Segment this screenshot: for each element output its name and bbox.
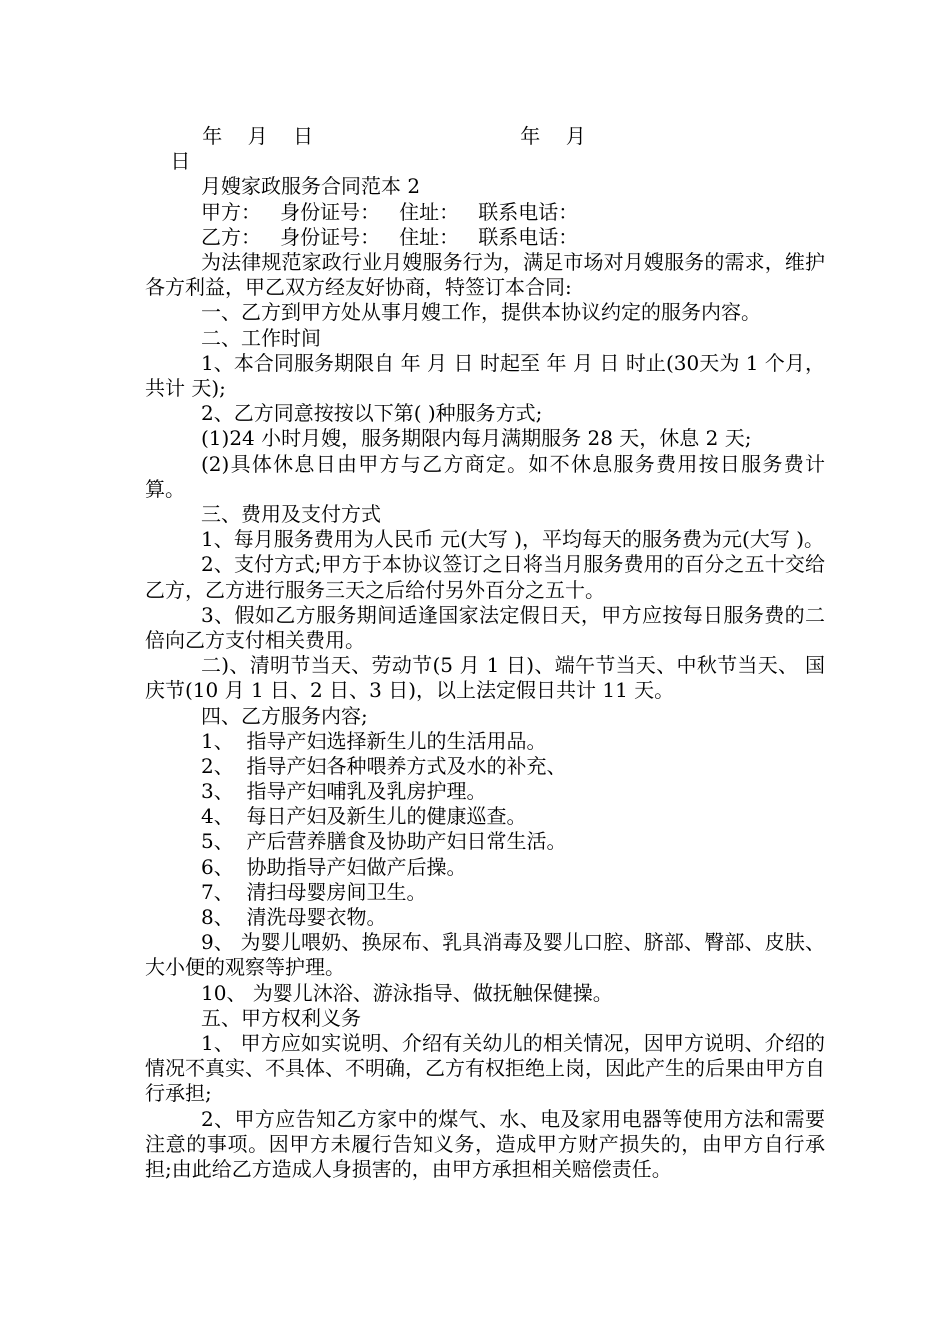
contract-paragraph: 三、费用及支付方式 xyxy=(201,501,381,526)
contract-paragraph: (2)具体休息日由甲方与乙方商定。如不休息服务费用按日服务费计算。 xyxy=(145,451,825,501)
contract-paragraph: 四、乙方服务内容; xyxy=(201,703,368,728)
party-b-line: 乙方： 身份证号： 住址： 联系电话： xyxy=(201,224,579,249)
contract-paragraph: 1、 指导产妇选择新生儿的生活用品。 xyxy=(201,728,547,753)
contract-paragraph: 五、甲方权利义务 xyxy=(201,1005,361,1030)
signature-date-row xyxy=(145,124,825,149)
contract-paragraph: 3、 指导产妇哺乳及乳房护理。 xyxy=(201,779,487,804)
contract-paragraph: 5、 产后营养膳食及协助产妇日常生活。 xyxy=(201,829,567,854)
contract-paragraph: 1、本合同服务期限自 年 月 日 时起至 年 月 日 时止(30天为 1 个月，共计 天); xyxy=(145,350,825,400)
contract-paragraph: 1、 甲方应如实说明、介绍有关幼儿的相关情况，因甲方说明、介绍的情况不真实、不具体、不明确，乙方有权拒绝上岗，因此产生的后果由甲方自行承担; xyxy=(145,1030,825,1106)
party-a-line: 甲方： 身份证号： 住址： 联系电话： xyxy=(201,199,579,224)
signature-date-right-tail: 日 xyxy=(145,149,191,174)
contract-body xyxy=(145,250,825,1182)
contract-paragraph: 2、 指导产妇各种喂养方式及水的补充、 xyxy=(201,753,567,778)
contract-paragraph: 9、 为婴儿喂奶、换尿布、乳具消毒及婴儿口腔、脐部、臀部、皮肤、大小便的观察等护理。 xyxy=(145,930,825,980)
contract-paragraph: 6、 协助指导产妇做产后操。 xyxy=(201,854,467,879)
contract-paragraph: 2、支付方式;甲方于本协议签订之日将当月服务费用的百分之五十交给乙方，乙方进行服务三天之后给付另外百分之五十。 xyxy=(145,552,825,602)
contract-paragraph: (1)24 小时月嫂，服务期限内每月满期服务 28 天，休息 2 天; xyxy=(201,426,752,451)
contract-paragraph: 3、假如乙方服务期间适逢国家法定假日天，甲方应按每日服务费的二倍向乙方支付相关费用。 xyxy=(145,602,825,652)
document-page xyxy=(145,124,825,1182)
contract-paragraph: 二、工作时间 xyxy=(201,325,321,350)
contract-paragraph: 为法律规范家政行业月嫂服务行为，满足市场对月嫂服务的需求，维护各方利益，甲乙双方经友好协商，特签订本合同: xyxy=(145,249,825,300)
document-title: 月嫂家政服务合同范本 2 xyxy=(201,174,421,199)
signature-date-left: 年 月 日 xyxy=(145,124,314,148)
contract-paragraph: 8、 清洗母婴衣物。 xyxy=(201,905,387,930)
signature-date-right: 年 月 xyxy=(463,124,586,148)
contract-paragraph: 一、乙方到甲方处从事月嫂工作，提供本协议约定的服务内容。 xyxy=(201,300,761,325)
contract-paragraph: 10、 为婴儿沐浴、游泳指导、做抚触保健操。 xyxy=(201,980,613,1005)
contract-paragraph: 2、甲方应告知乙方家中的煤气、水、电及家用电器等使用方法和需要注意的事项。因甲方未履行告知义务，造成甲方财产损失的，由甲方自行承担;由此给乙方造成人身损害的，由甲方承担相关赔偿责任。 xyxy=(145,1106,825,1181)
contract-paragraph: 4、 每日产妇及新生儿的健康巡查。 xyxy=(201,804,527,829)
contract-paragraph: 二)、清明节当天、劳动节(5 月 1 日)、端午节当天、中秋节当天、 国庆节(10 月 1 日、2 日、3 日)，以上法定假日共计 11 天。 xyxy=(145,653,825,703)
contract-paragraph: 1、每月服务费用为人民币 元(大写 )，平均每天的服务费为元(大写 )。 xyxy=(201,527,825,552)
contract-paragraph: 2、乙方同意按按以下第( )种服务方式; xyxy=(201,401,543,426)
contract-paragraph: 7、 清扫母婴房间卫生。 xyxy=(201,879,427,904)
